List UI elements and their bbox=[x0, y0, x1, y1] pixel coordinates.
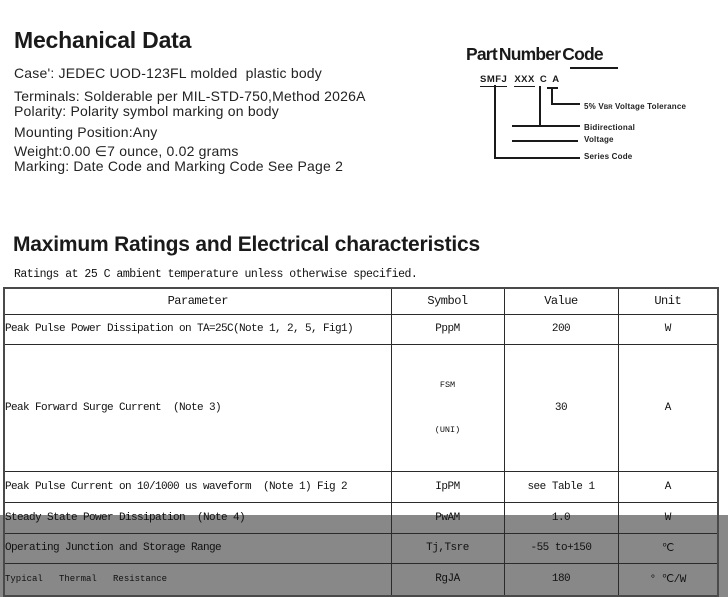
label-series-code: Series Code bbox=[584, 152, 633, 161]
cell-unit: ℃ bbox=[618, 533, 718, 563]
bidirectional-vertical-line bbox=[539, 86, 541, 127]
mech-line-polarity: Polarity: Polarity symbol marking on body bbox=[14, 103, 279, 119]
mechanical-data-title: Mechanical Data bbox=[14, 27, 192, 53]
cell-unit: W bbox=[618, 502, 718, 533]
cell-symbol: PwAM bbox=[391, 502, 504, 533]
cell-unit: W bbox=[618, 314, 718, 344]
cell-unit: A bbox=[618, 344, 718, 471]
tolerance-horizontal-line bbox=[551, 103, 580, 105]
series-vertical-line bbox=[494, 85, 496, 159]
table-header-row bbox=[4, 288, 718, 314]
cell-unit: A bbox=[618, 471, 718, 502]
cell-value: -55 to+150 bbox=[504, 533, 618, 563]
label-tolerance-sub: BR bbox=[603, 105, 613, 111]
cell-symbol bbox=[391, 344, 504, 471]
table-row bbox=[4, 502, 718, 533]
cell-parameter: Steady State Power Dissipation (Note 4) bbox=[4, 502, 391, 533]
voltage-horizontal-line bbox=[512, 140, 578, 142]
mech-line-case: Case': JEDEC UOD-123FL molded plastic body bbox=[14, 65, 322, 81]
label-tolerance-post: Voltage Tolerance bbox=[612, 102, 687, 111]
mech-line-weight: Weight:0.00 ∈7 ounce, 0.02 grams bbox=[14, 143, 239, 159]
cell-value: 30 bbox=[504, 344, 618, 471]
ratings-table bbox=[3, 287, 719, 597]
cell-value: 180 bbox=[504, 563, 618, 596]
symbol-line-2: (UNI) bbox=[434, 424, 461, 435]
bidirectional-horizontal-line bbox=[512, 125, 580, 127]
table-row bbox=[4, 314, 718, 344]
cell-value: see Table 1 bbox=[504, 471, 618, 502]
cell-value: 200 bbox=[504, 314, 618, 344]
mech-line-terminals: Terminals: Solderable per MIL-STD-750,Method 2026A bbox=[14, 88, 366, 104]
symbol-line-1: FSM bbox=[439, 379, 456, 390]
code-segment-bidirectional: C bbox=[539, 74, 548, 85]
cell-symbol: Tj,Tsre bbox=[391, 533, 504, 563]
cell-parameter: Peak Forward Surge Current (Note 3) bbox=[4, 344, 391, 471]
table-row bbox=[4, 344, 718, 471]
cell-value: 1.0 bbox=[504, 502, 618, 533]
code-segment-tolerance: A bbox=[552, 74, 560, 85]
cell-unit: ° ℃/W bbox=[618, 563, 718, 596]
cell-symbol: IpPM bbox=[391, 471, 504, 502]
cell-parameter: Typical Thermal Resistance bbox=[4, 563, 391, 596]
part-number-code-string bbox=[480, 74, 560, 87]
label-tolerance bbox=[584, 102, 686, 113]
ratings-title: Maximum Ratings and Electrical characteristics bbox=[13, 233, 480, 256]
label-bidirectional: Bidirectional bbox=[584, 123, 636, 132]
label-voltage: Voltage bbox=[584, 135, 614, 144]
table-row bbox=[4, 471, 718, 502]
part-number-code-title: Part Number Code bbox=[466, 44, 603, 64]
cell-symbol: RgJA bbox=[391, 563, 504, 596]
header-value: Value bbox=[504, 288, 618, 314]
cell-parameter: Peak Pulse Current on 10/1000 us waveform (Note 1) Fig 2 bbox=[4, 471, 391, 502]
cell-parameter: Peak Pulse Power Dissipation on TA=25C(Note 1, 2, 5, Fig1) bbox=[4, 314, 391, 344]
header-unit: Unit bbox=[618, 288, 718, 314]
header-symbol: Symbol bbox=[391, 288, 504, 314]
code-segment-voltage: XXX bbox=[514, 74, 535, 85]
code-segment-series: SMFJ bbox=[480, 74, 508, 85]
mech-line-mounting: Mounting Position:Any bbox=[14, 124, 158, 140]
ratings-subtitle: Ratings at 25 C ambient temperature unless otherwise specified. bbox=[14, 268, 418, 281]
mech-line-marking: Marking: Date Code and Marking Code See Page 2 bbox=[14, 158, 344, 174]
label-tolerance-pre: 5% V bbox=[584, 102, 604, 111]
title-underline bbox=[570, 67, 618, 69]
cell-symbol: PppM bbox=[391, 314, 504, 344]
cell-parameter: Operating Junction and Storage Range bbox=[4, 533, 391, 563]
table-row bbox=[4, 533, 718, 563]
series-horizontal-line bbox=[494, 157, 580, 159]
table-row bbox=[4, 563, 718, 596]
header-parameter: Parameter bbox=[4, 288, 391, 314]
